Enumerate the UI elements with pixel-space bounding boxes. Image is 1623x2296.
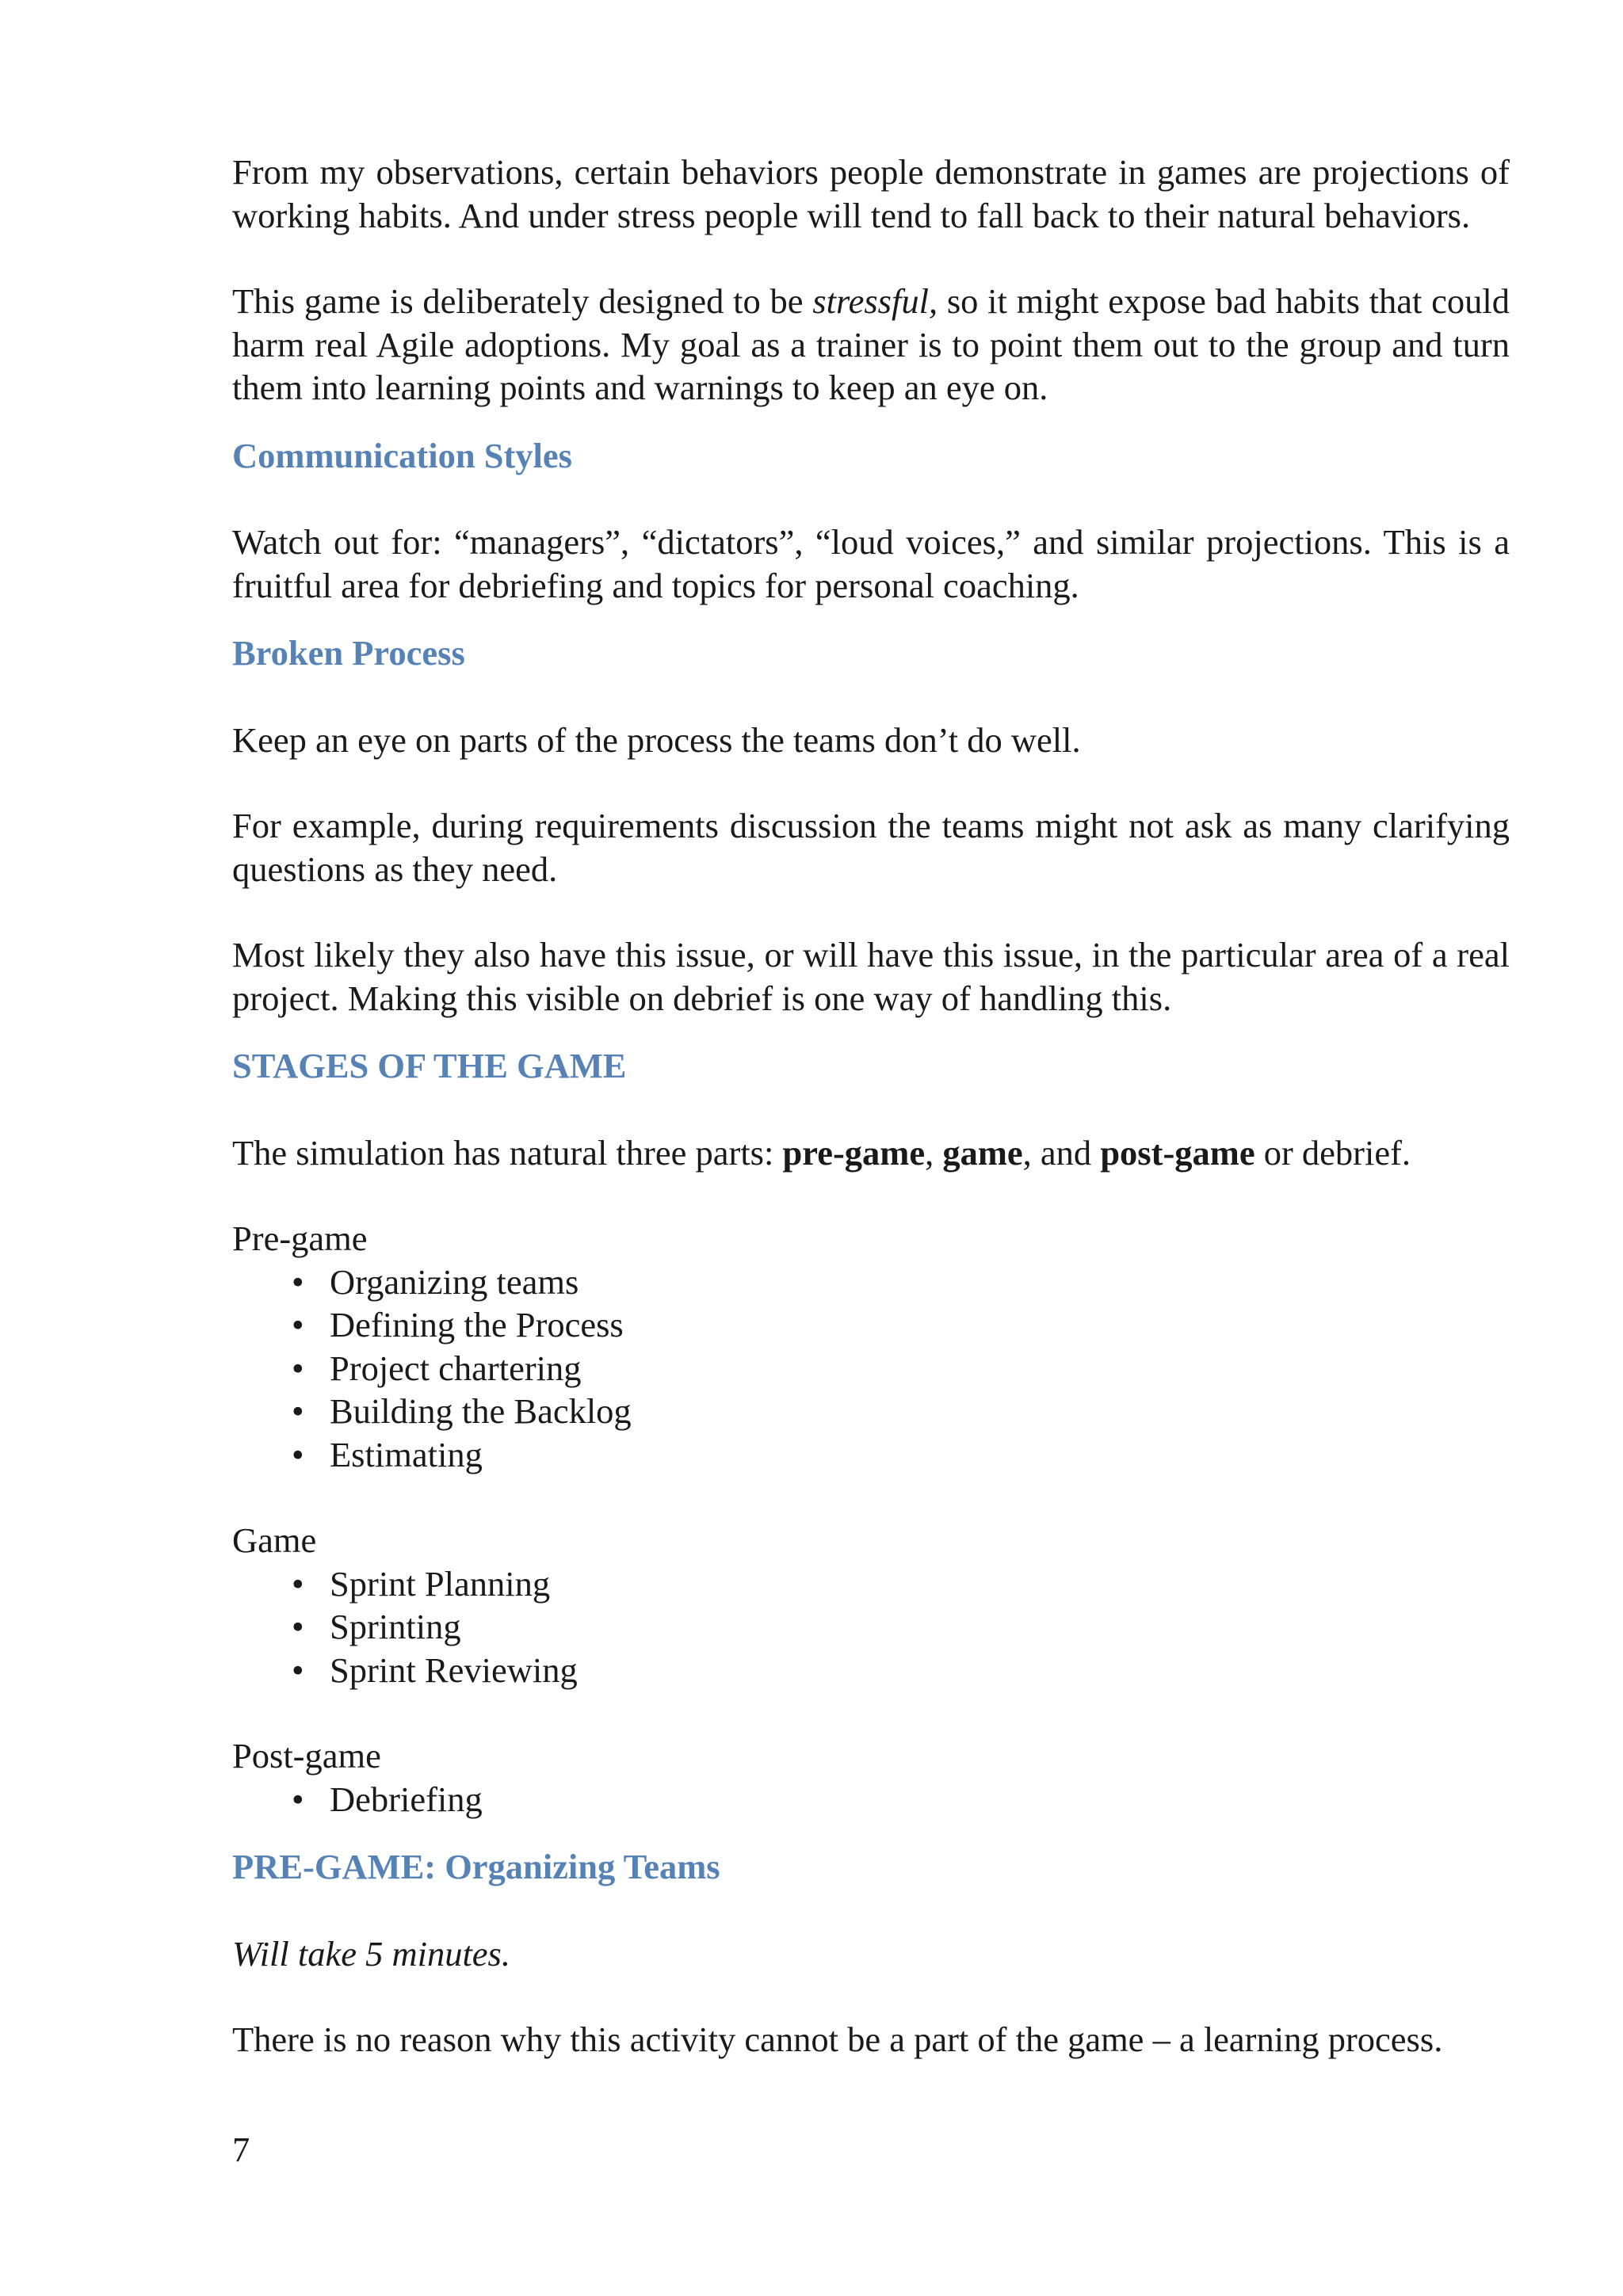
list-item-text: Organizing teams	[330, 1261, 579, 1302]
paragraph-text: ,	[925, 1132, 943, 1173]
paragraph-three-parts	[232, 1131, 1510, 1175]
page-number: 7	[232, 2130, 250, 2169]
list-item-text: Project chartering	[330, 1348, 582, 1388]
term-post-game: post-game	[1100, 1132, 1255, 1173]
list-item	[232, 1433, 1510, 1477]
paragraph-most-likely: Most likely they also have this issue, or will have this issue, in the particular area of a real project. Making this visible on debrief is one way of handling this.	[232, 935, 1510, 1018]
term-game: game	[942, 1132, 1023, 1173]
postgame-list	[232, 1778, 1510, 1821]
paragraph-duration	[232, 1932, 1510, 1976]
paragraph-watch-out: Watch out for: “managers”, “dictators”, “loud voices,” and similar projections. This is a fruitful area for debriefing and topics for personal coaching.	[232, 522, 1510, 605]
paragraph-text: This game is deliberately designed to be	[232, 281, 813, 321]
bullet-icon: •	[292, 1305, 304, 1344]
bullet-icon: •	[292, 1434, 304, 1474]
list-item-text: Building the Backlog	[330, 1391, 632, 1431]
stage-label-postgame: Post-game	[232, 1736, 381, 1775]
paragraph-text: or debrief.	[1254, 1132, 1411, 1173]
paragraph-example: For example, during requirements discussion the teams might not ask as many clarifying questions as they need.	[232, 806, 1510, 889]
list-item	[232, 1261, 1510, 1304]
bullet-icon: •	[292, 1348, 304, 1388]
bullet-icon: •	[292, 1563, 304, 1604]
heading-stages-of-the-game: STAGES OF THE GAME	[232, 1046, 627, 1085]
heading-pregame-organizing-teams: PRE-GAME: Organizing Teams	[232, 1847, 720, 1886]
list-item-text: Debriefing	[330, 1779, 483, 1819]
bullet-icon: •	[292, 1391, 304, 1431]
paragraph-stressful-design	[232, 280, 1510, 410]
list-item	[232, 1347, 1510, 1390]
paragraph-observations: From my observations, certain behaviors people demonstrate in games are projections of working habits. And under stress people will tend to fall back to their natural behaviors.	[232, 152, 1510, 235]
list-item	[232, 1778, 1510, 1821]
stage-label-game: Game	[232, 1520, 317, 1560]
game-list	[232, 1562, 1510, 1692]
paragraph-text: so it might expose bad habits that could harm real Agile adoptions. My goal as a trainer is to point them out to the group and turn them into learning points and warnings to keep an eye on.	[232, 281, 1510, 407]
paragraph-text: , and	[1022, 1132, 1101, 1173]
paragraph-no-reason: There is no reason why this activity cannot be a part of the game – a learning process.	[232, 2019, 1443, 2059]
list-item	[232, 1562, 1510, 1606]
list-item	[232, 1390, 1510, 1433]
list-item-text: Sprint Planning	[330, 1563, 551, 1604]
list-item	[232, 1649, 1510, 1692]
pregame-list	[232, 1261, 1510, 1477]
bullet-icon: •	[292, 1607, 304, 1646]
duration-text: Will take 5 minutes.	[232, 1933, 511, 1974]
emphasis-stressful: stressful,	[812, 281, 938, 321]
term-pre-game: pre-game	[782, 1132, 926, 1173]
paragraph-text: The simulation has natural three parts:	[232, 1132, 783, 1173]
bullet-icon: •	[292, 1650, 304, 1690]
stage-label-pregame: Pre-game	[232, 1219, 368, 1258]
heading-broken-process: Broken Process	[232, 633, 465, 673]
page-content	[232, 151, 1510, 2061]
bullet-icon: •	[292, 1261, 304, 1302]
list-item-text: Sprint Reviewing	[330, 1650, 578, 1690]
paragraph-keep-eye: Keep an eye on parts of the process the teams don’t do well.	[232, 719, 1081, 760]
heading-communication-styles: Communication Styles	[232, 435, 572, 475]
list-item-text: Estimating	[330, 1434, 483, 1474]
list-item	[232, 1303, 1510, 1347]
list-item	[232, 1605, 1510, 1649]
list-item-text: Defining the Process	[330, 1305, 624, 1344]
bullet-icon: •	[292, 1779, 304, 1819]
list-item-text: Sprinting	[330, 1607, 461, 1646]
